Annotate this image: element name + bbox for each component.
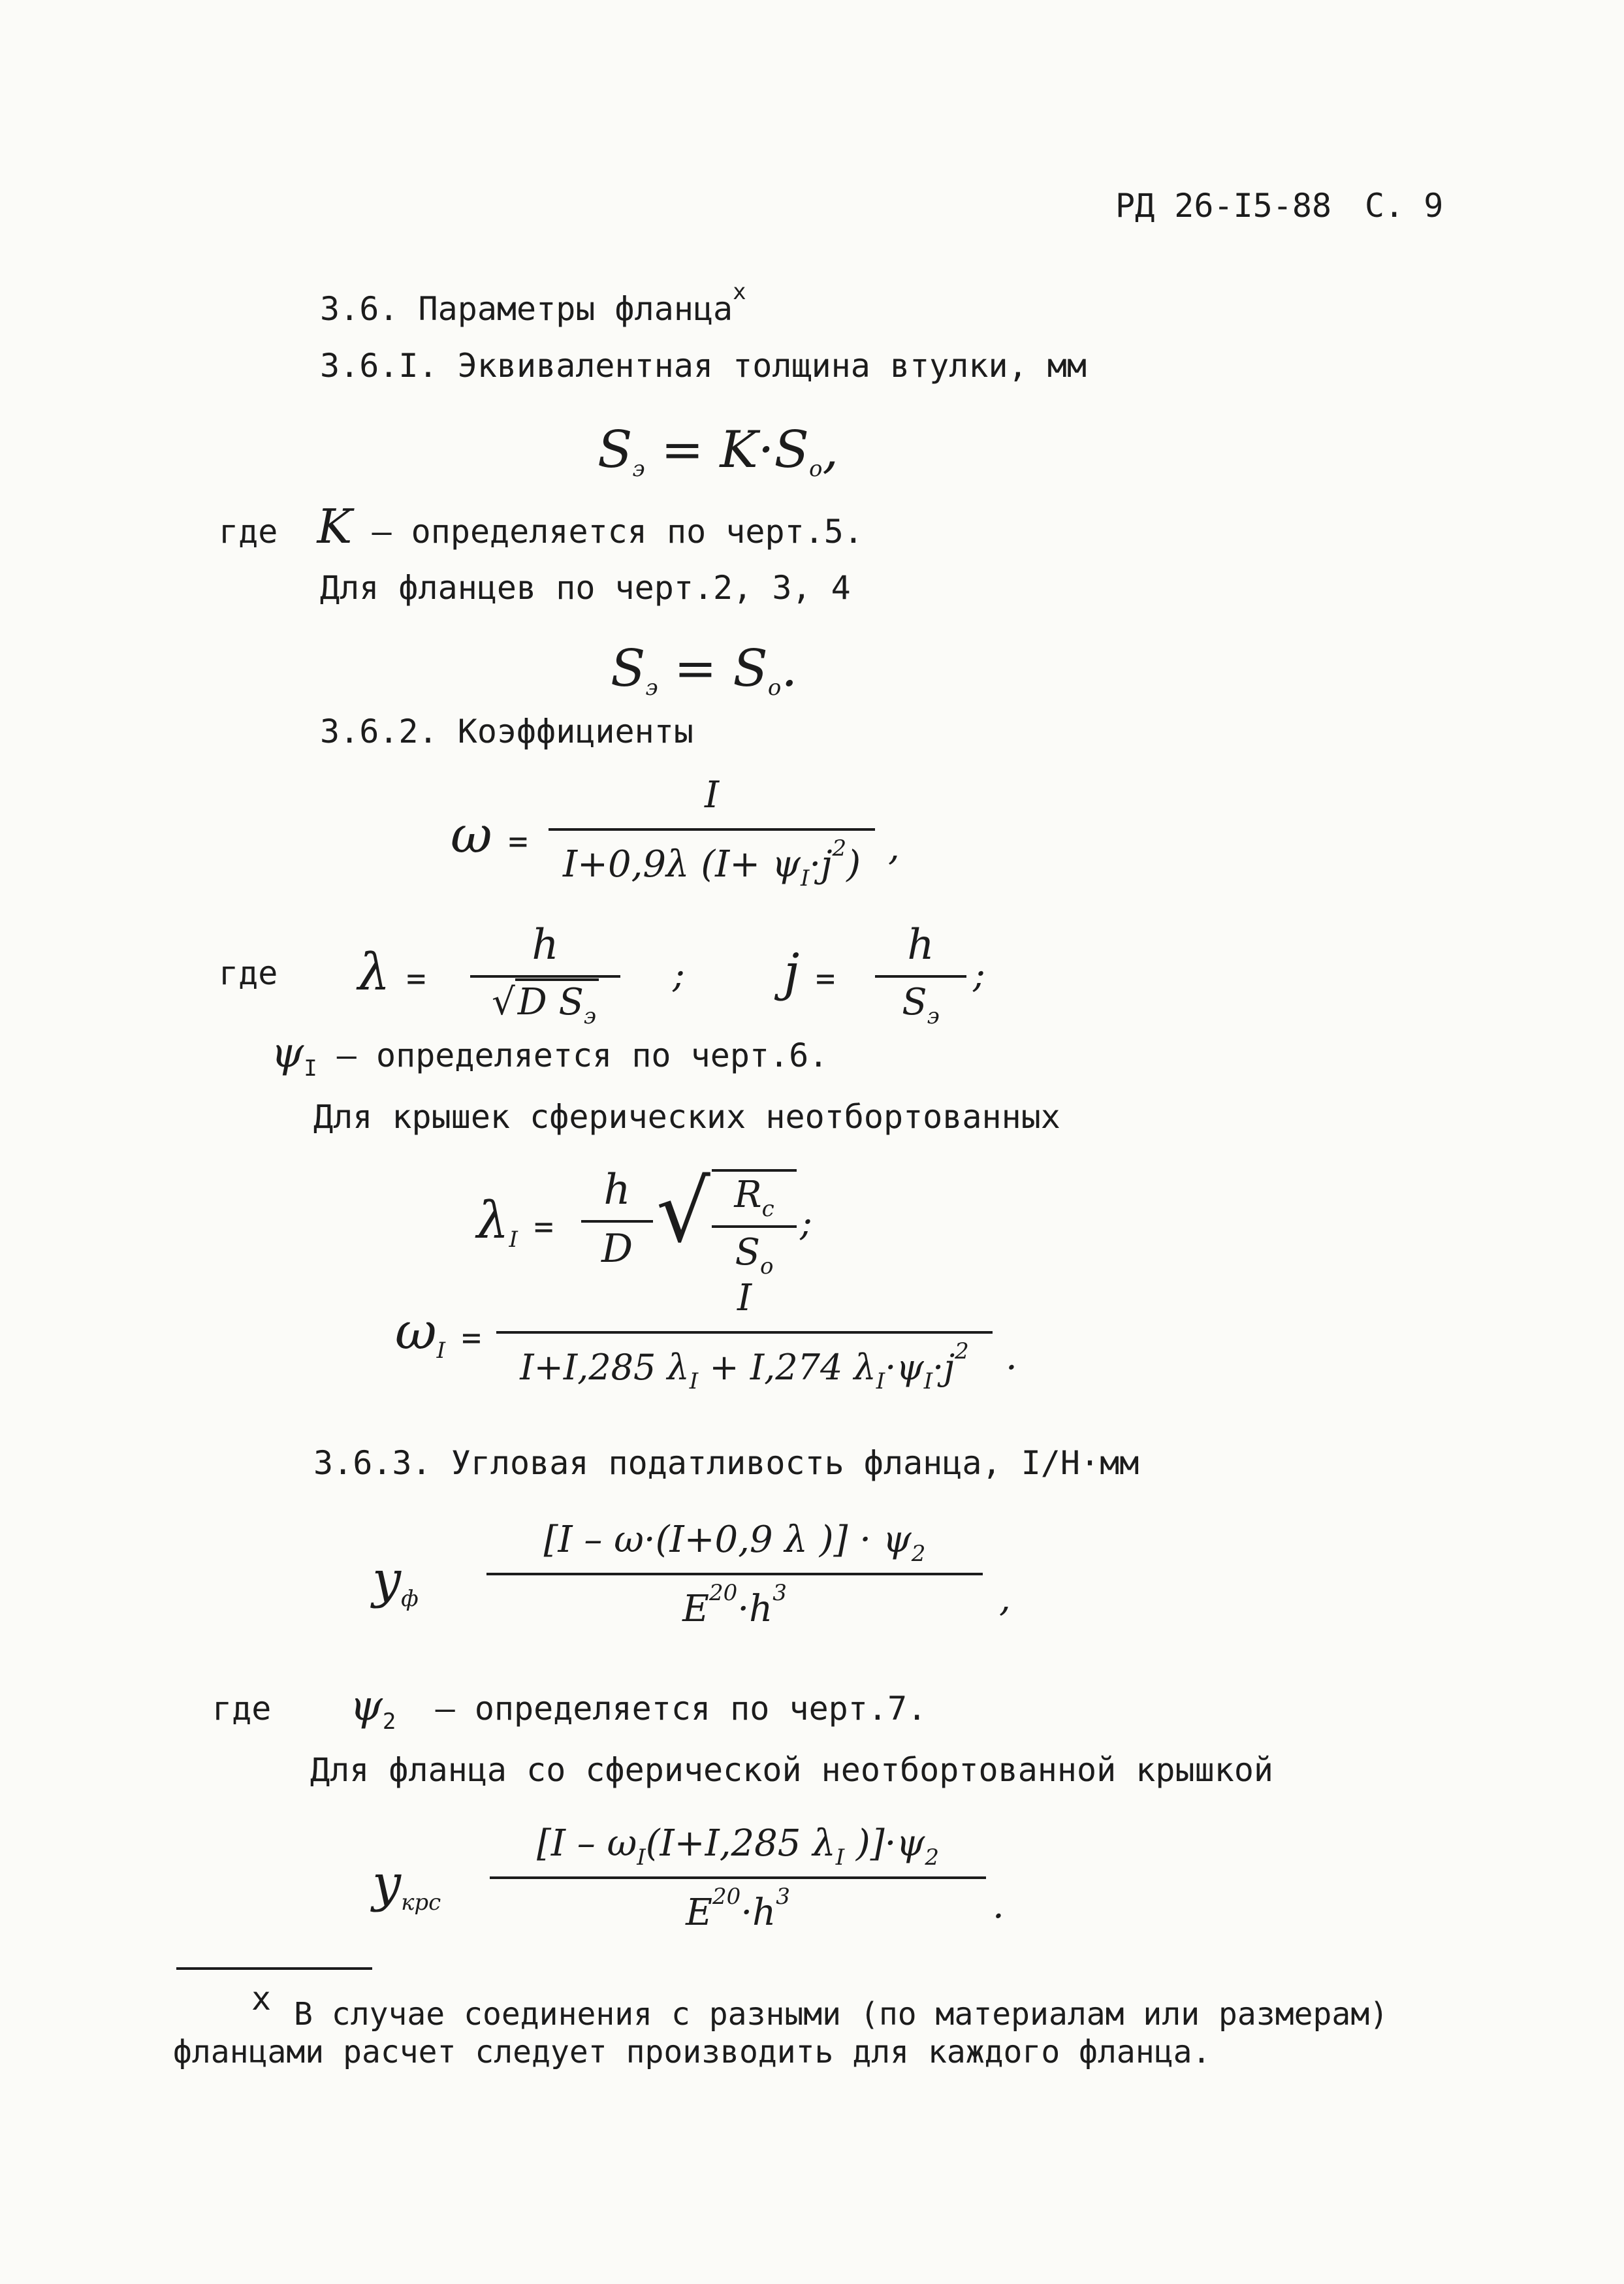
omega1-symbol: $\omega_I$ = [395,1302,481,1364]
k-symbol: K [317,499,353,554]
yf-symbol: $y_ф$ [372,1551,419,1612]
omega-comma: , [888,826,900,869]
note-flanges: Для фланцев по черт.2, 3, 4 [320,569,851,607]
j-symbol: j = [784,943,836,1002]
footnote-rule [176,1967,372,1970]
omega-fraction [549,774,875,892]
lambda-fraction: h √D $S_э$ [470,924,620,1035]
section-title-3-6-1: 3.6.I. Эквивалентная толщина втулки, мм [320,347,1087,385]
formula-thickness-equal: $S_э = S_o$. [611,639,798,701]
section-title-3-6-2: 3.6.2. Коэффициенты [320,713,693,750]
psi2-line: где $\psi_2$ – определяется по черт.7. [212,1682,927,1735]
section-title-3-6-3: 3.6.3. Угловая податливость фланца, I/Н·мм [313,1444,1139,1482]
omega-denominator: I+0,9λ $(I+ \psi_I\cdot j^2)$ [562,835,861,892]
lambda-symbol: λ = [358,943,426,1002]
yf-fraction: [I – ω·(I+0,9 λ )] · $\psi_2$ $E^{20}\cdot h^3$ [486,1522,983,1633]
footnote-line-1: В случае соединения с разными (по материалам или размерам) [294,1996,1389,2033]
where-label: где [219,954,278,992]
omega-symbol: ω = [451,806,528,865]
ykr-symbol: $y_{крс}$ [372,1854,441,1916]
lambda1-symbol: $\lambda_I$ = [477,1191,554,1253]
fraction-bar [549,828,875,831]
psi1-line: $\psi_I$ – определяется по черт.6. [271,1029,829,1082]
section-title-3-6: 3.6. Параметры фланца$^x$ [320,279,746,328]
root-fraction: $R_c$ $S_o$ [712,1169,797,1283]
page-number: С. 9 [1365,187,1444,225]
document-code: РД 26-I5-88 [1115,187,1332,225]
footnote-line-2: фланцами расчет следует производить для каждого фланца. [173,2034,1211,2070]
root-sign: √ [656,1162,710,1261]
footnote-marker: x [733,279,746,305]
footnote-marker-bottom: x [251,1980,272,2018]
ykr-fraction: [$I - \omega_I(I+I,285$ $\lambda_I$ )]$\cdot\psi_2$ $E^{20}\cdot h^3$ [490,1826,986,1937]
j-fraction: h $S_э$ [875,924,966,1035]
omega1-fraction: I I+I,285 $\lambda_I + I,274$ $\lambda_I\cdot\psi_I\cdot j^2$ [496,1280,993,1391]
omega-numerator: I [704,774,720,816]
where-k-line: где K – определяется по черт.5. [219,499,864,554]
note-flange-with-cover: Для фланца со сферической неотбортованной крышкой [310,1751,1274,1789]
lambda1-fraction: h D [581,1169,653,1280]
note-spherical-covers: Для крышек сферических неотбортованных [313,1098,1060,1136]
formula-equivalent-thickness: $S_э = K\cdot S_o$, [597,421,839,482]
